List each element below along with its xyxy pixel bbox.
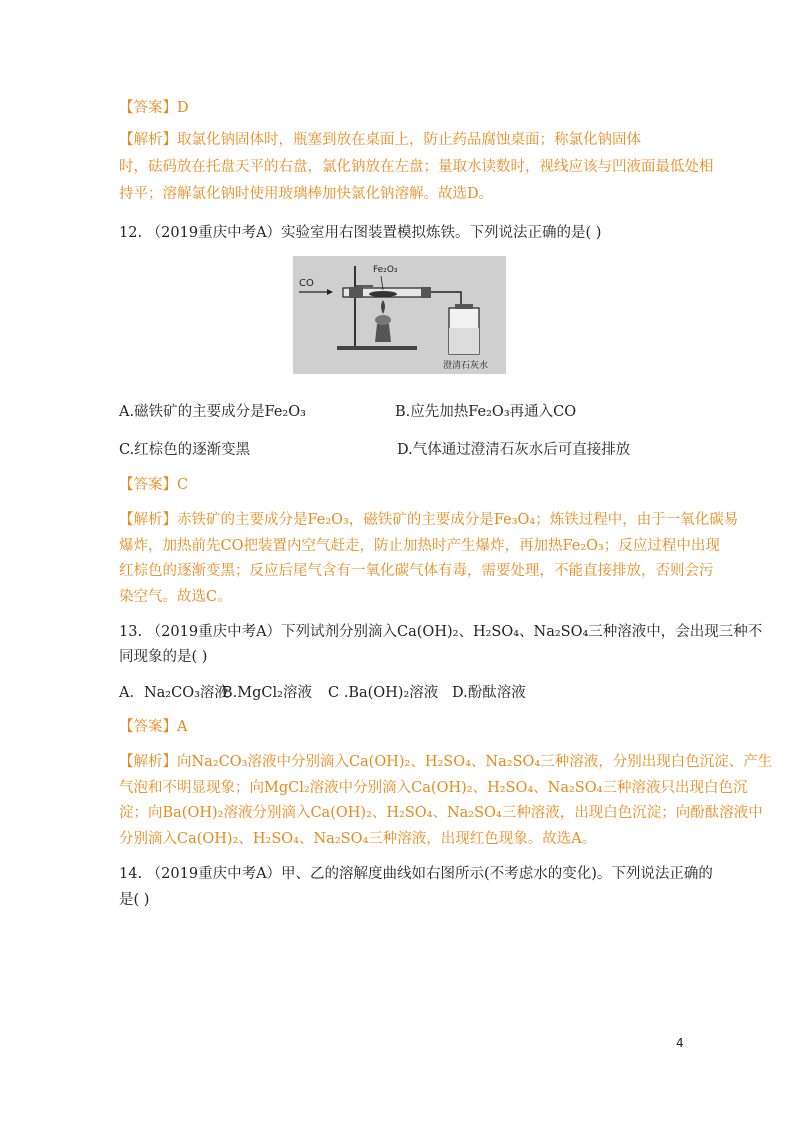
page-number: 4: [676, 1036, 684, 1050]
q12-option-b: B.应先加热Fe₂O₃再通入CO: [395, 404, 577, 420]
co-label: CO: [299, 278, 314, 289]
q12-answer: 【答案】C: [119, 477, 189, 493]
q12-option-c: C.红棕色的逐渐变黑: [119, 442, 251, 458]
q12-stem: 12. （2019重庆中考A）实验室用右图装置模拟炼铁。下列说法正确的是( ): [119, 225, 602, 241]
q13-option-d: D.酚酞溶液: [452, 685, 526, 701]
q12-option-d: D.气体通过澄清石灰水后可直接排放: [397, 442, 631, 458]
q11-analysis-line-2: 时，砝码放在托盘天平的右盘，氯化钠放在左盘；量取水读数时，视线应该与凹液面最低处相: [119, 159, 714, 175]
q13-analysis-line-2: 气泡和不明显现象；向MgCl₂溶液中分别滴入Ca(OH)₂、H₂SO₄、Na₂SO₄三种溶液只出现白色沉: [119, 780, 748, 796]
q13-stem-line-1: 13. （2019重庆中考A）下列试剂分别滴入Ca(OH)₂、H₂SO₄、Na₂SO₄三种溶液中，会出现三种不: [119, 624, 763, 640]
q13-option-c: C .Ba(OH)₂溶液: [328, 685, 439, 701]
q11-analysis-line-1: 【解析】取氯化钠固体时，瓶塞到放在桌面上，防止药品腐蚀桌面；称氯化钠固体: [119, 132, 641, 148]
q13-analysis-line-4: 分别滴入Ca(OH)₂、H₂SO₄、Na₂SO₄三种溶液，出现红色现象。故选A。: [119, 831, 597, 847]
q13-option-b: B.MgCl₂溶液: [222, 685, 312, 701]
q14-stem-line-1: 14. （2019重庆中考A）甲、乙的溶解度曲线如右图所示(不考虑水的变化)。下列说法正确的: [119, 866, 713, 882]
q13-analysis-line-1: 【解析】向Na₂CO₃溶液中分别滴入Ca(OH)₂、H₂SO₄、Na₂SO₄三种溶液，分别出现白色沉淀、产生: [119, 754, 773, 770]
q12-analysis-line-4: 染空气。故选C。: [119, 589, 232, 605]
q12-analysis-line-3: 红棕色的逐渐变黑；反应后尾气含有一氧化碳气体有毒，需要处理，不能直接排放，否则会污: [119, 563, 714, 579]
q13-analysis-line-3: 淀；向Ba(OH)₂溶液分别滴入Ca(OH)₂、H₂SO₄、Na₂SO₄三种溶液，出现白色沉淀；向酚酞溶液中: [119, 805, 763, 821]
q12-analysis-line-1: 【解析】赤铁矿的主要成分是Fe₂O₃，磁铁矿的主要成分是Fe₃O₄；炼铁过程中，由于一氧化碳易: [119, 512, 739, 528]
fe2o3-label: Fe₂O₃: [373, 265, 398, 275]
q14-stem-line-2: 是( ): [119, 892, 150, 908]
q13-option-a: A．Na₂CO₃溶液: [119, 685, 229, 701]
q11-answer: 【答案】D: [119, 100, 189, 116]
q13-stem-line-2: 同现象的是( ): [119, 649, 208, 665]
limewater-label: 澄清石灰水: [443, 361, 489, 371]
q12-apparatus-figure: [293, 256, 506, 374]
q12-analysis-line-2: 爆炸，加热前先CO把装置内空气赶走，防止加热时产生爆炸，再加热Fe₂O₃；反应过程中出现: [119, 538, 720, 554]
q12-option-a: A.磁铁矿的主要成分是Fe₂O₃: [119, 404, 306, 420]
q11-analysis-line-3: 持平；溶解氯化钠时使用玻璃棒加快氯化钠溶解。故选D。: [119, 186, 494, 202]
apparatus-diagram: [293, 256, 506, 374]
q13-answer: 【答案】A: [119, 719, 188, 735]
